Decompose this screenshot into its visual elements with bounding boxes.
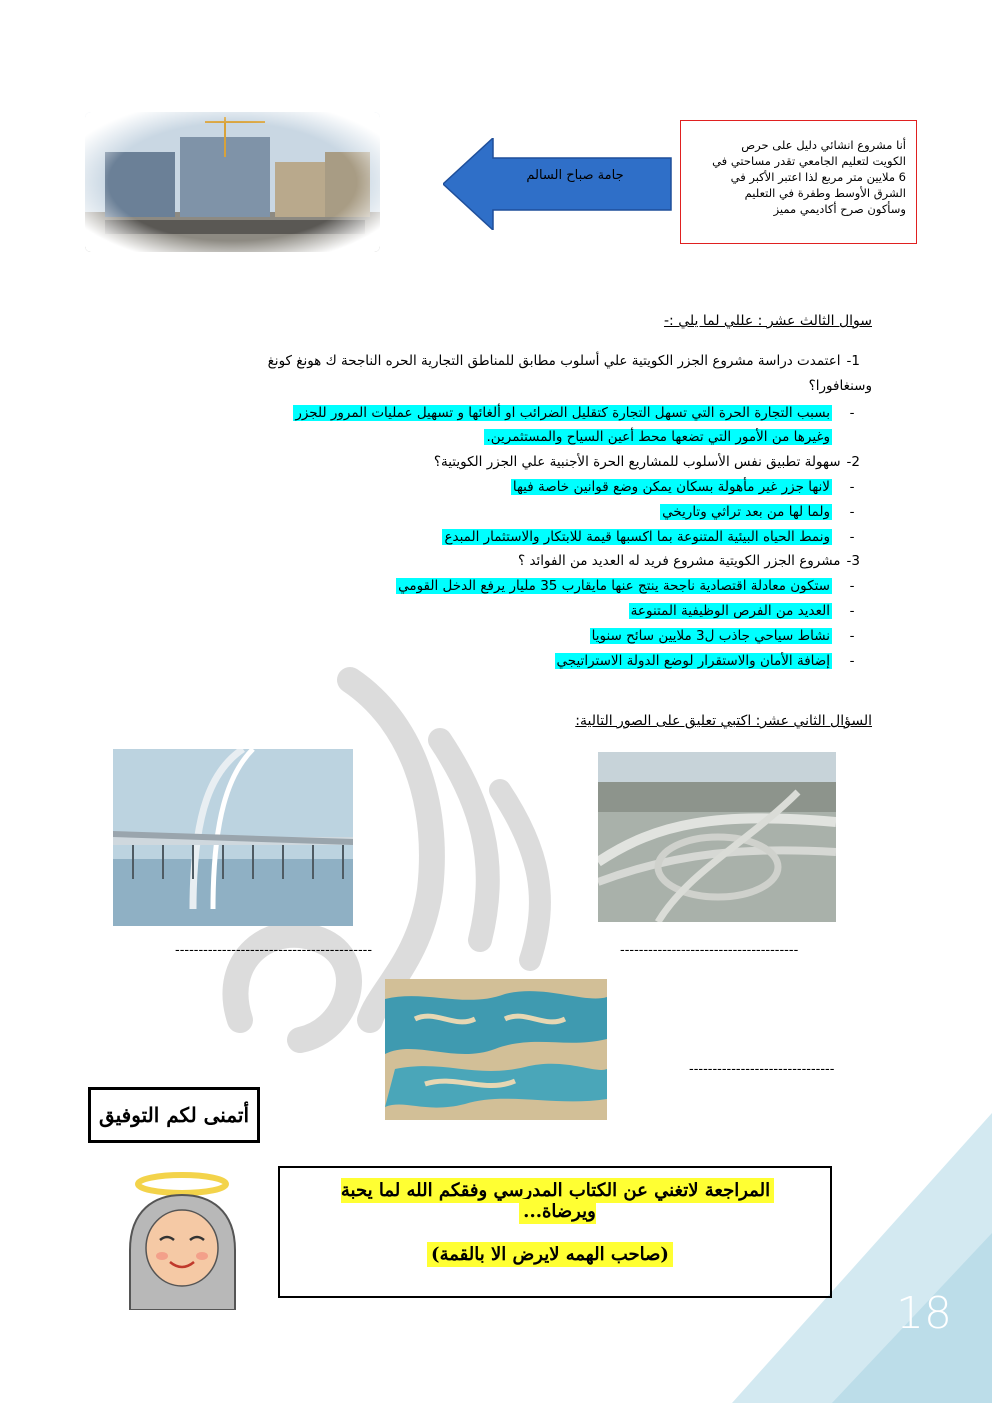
answer-bullet: -إضافة الأمان والاستقرار لوضع الدولة الاستراتيجي	[556, 653, 855, 669]
answer-blank-line[interactable]: ------------------------------------------	[175, 943, 373, 958]
question-13-title: سوال الثالث عشر : عللي لما يلي :-	[663, 313, 872, 329]
answer-bullet: -نشاط سياحي جاذب ل3 ملايين سائح سنويا	[591, 628, 855, 644]
answer-bullet	[112, 426, 872, 448]
question-text: سهولة تطبيق نفس الأسلوب للمشاريع الحرة الأجنبية علي الجزر الكويتية؟	[433, 454, 841, 470]
artificial-islands-photo	[385, 979, 607, 1120]
answer-text: العديد من الفرص الوظيفية المتنوعة	[630, 603, 830, 619]
question-item	[140, 451, 860, 473]
answer-text: وغيرها من الأمور التي تضعها محط أعين السياح والمستثمرين.	[486, 429, 830, 445]
answer-text: بسبب التجارة الحرة التي تسهل التجارة كتقليل الضرائب او ألغائها و تسهيل عمليات المرور للجزر	[295, 405, 830, 421]
answer-bullet: -ونمط الحياه البيئية المتنوعة بما اكسبها قيمة للابتكار والاستثمار المبدع	[444, 529, 855, 545]
answer-blank-line[interactable]: -------------------------------	[689, 1062, 835, 1077]
review-message-text: المراجعة لاتغني عن الكتاب المدرسي وفقكم الله لما يحبة ويرضاة...	[341, 1178, 774, 1224]
good-luck-box: أتمنى لكم التوفيق	[88, 1087, 260, 1143]
answer-bullet: -ولما لها من بعد تراثي وتاريخي	[662, 504, 855, 520]
highway-interchange-photo	[598, 752, 836, 922]
info-line: الكويت لتعليم الجامعي تقدر مساحتي في	[712, 154, 906, 168]
info-box	[680, 120, 917, 244]
answer-text: ونمط الحياه البيئية المتنوعة بما اكسبها قيمة للابتكار والاستثمار المبدع	[444, 529, 830, 545]
answer-text: نشاط سياحي جاذب ل3 ملايين سائح سنويا	[591, 628, 830, 644]
answer-text: لانها جزر غير مأهولة بسكان يمكن وضع قوانين خاصة فيها	[512, 479, 830, 495]
arrow-label: جامة صباح السالم	[526, 168, 624, 183]
question-item	[140, 550, 860, 572]
answer-blank-line[interactable]: --------------------------------------	[620, 943, 799, 958]
answer-text: إضافة الأمان والاستقرار لوضع الدولة الاستراتيجي	[556, 653, 830, 669]
answer-bullet: -لانها جزر غير مأهولة بسكان يمكن وضع قوانين خاصة فيها	[512, 479, 855, 495]
answer-bullet: -ستكون معادلة اقتصادية ناجحة ينتج عنها مايقارب 35 مليار يرفع الدخل القومي	[398, 578, 855, 594]
info-line: 6 ملايين متر مربع لذا اعتبر الأكبر في	[730, 170, 906, 184]
question-text: مشروع الجزر الكويتية مشروع فريد له العديد من الفوائد ؟	[517, 553, 841, 569]
hijab-avatar-illustration	[120, 1170, 245, 1310]
info-line: وسأكون صرح أكاديمي مميز	[773, 202, 906, 216]
info-line: الشرق الأوسط وطفرة في التعليم	[744, 186, 906, 200]
motto	[400, 1244, 700, 1265]
question-12-title: السؤال الثاني عشر: اكتبي تعليق على الصور التالية:	[575, 713, 872, 729]
question-number: 3-	[846, 553, 860, 569]
answer-bullet: -العديد من الفرص الوظيفية المتنوعة	[630, 603, 855, 619]
question-number: 1-	[846, 353, 860, 369]
university-campus-photo	[85, 112, 380, 252]
question-item	[140, 350, 860, 372]
review-message	[310, 1180, 805, 1222]
answer-bullet: -بسبب التجارة الحرة التي تسهل التجارة كتقليل الضرائب او ألغائها و تسهيل عمليات المرور للجزر	[295, 405, 855, 421]
left-arrow-shape	[443, 138, 673, 230]
question-text: اعتمدت دراسة مشروع الجزر الكويتية علي أسلوب مطابق للمناطق التجارية الحره الناجحة ك هونغ كونغ	[267, 353, 841, 369]
page-number: 18	[896, 1288, 952, 1339]
info-line: أنا مشروع انشائي دليل على حرص	[741, 138, 906, 152]
bridge-photo	[113, 749, 353, 926]
answer-text: ولما لها من بعد تراثي وتاريخي	[662, 504, 830, 520]
question-number: 2-	[846, 454, 860, 470]
answer-text: ستكون معادلة اقتصادية ناجحة ينتج عنها مايقارب 35 مليار يرفع الدخل القومي	[398, 578, 830, 594]
question-text-continued: وسنغافورا؟	[808, 378, 872, 394]
motto-text: (صاحب الهمه لايرض الا بالقمة)	[427, 1242, 673, 1267]
